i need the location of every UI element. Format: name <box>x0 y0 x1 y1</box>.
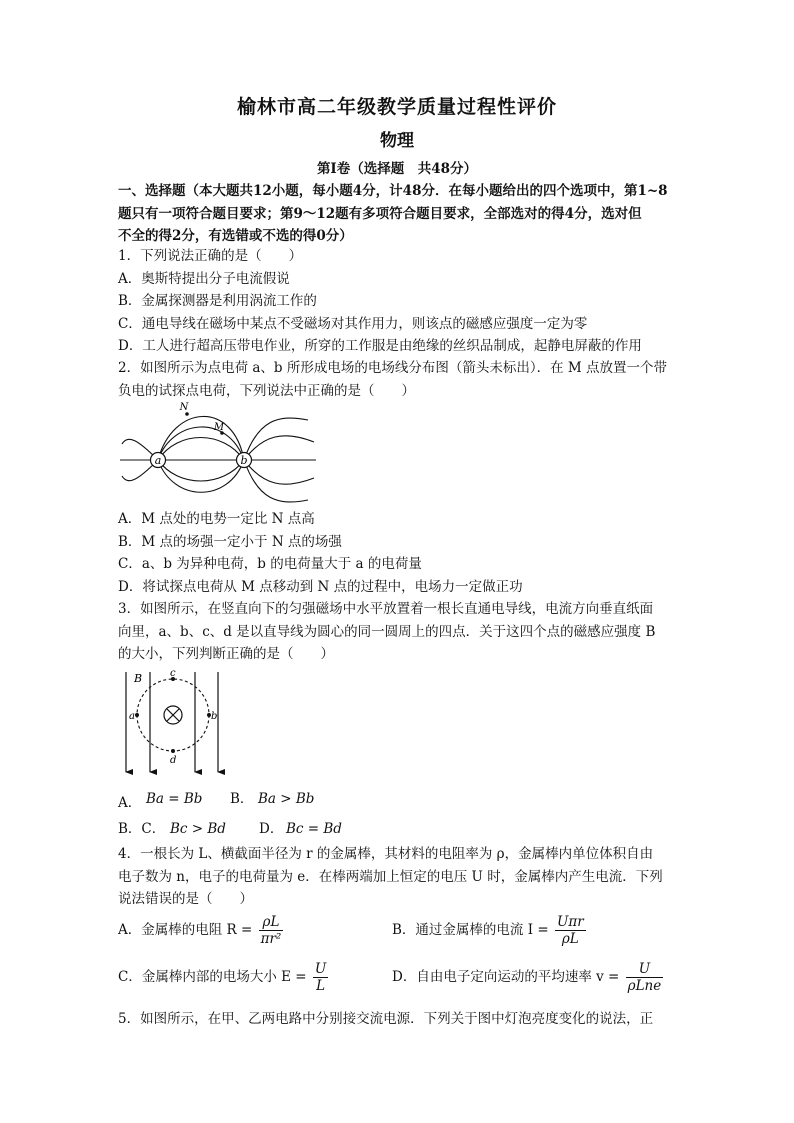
option-a: A．M 点处的电势一定比 N 点高 <box>118 511 315 527</box>
label-a: a <box>129 711 135 722</box>
question-2-options <box>118 508 678 598</box>
question-stem: 负电的试探点电荷，下列说法中正确的是（ ） <box>118 382 415 399</box>
question-stem: 3．如图所示，在竖直向下的匀强磁场中水平放置着一根长直通电导线，电流方向垂直纸面 <box>118 601 654 617</box>
option-d-fraction: $\frac{U}{\text{ρLne}}$ <box>627 961 662 994</box>
section-heading-line: 一、选择题（本大题共12小题，每小题4分，计48分．在每小题给出的四个选项中，第1~8 <box>118 183 668 199</box>
question-1 <box>118 245 678 358</box>
option-d-expr: Bc = Bd <box>286 821 342 837</box>
q4-option-c <box>118 961 330 994</box>
question-5 <box>118 1008 678 1031</box>
label-b-field: B <box>134 672 143 685</box>
option-c-fraction: $\frac{U}{L}$ <box>314 961 327 994</box>
question-stem: 1．下列说法正确的是（ ） <box>118 248 303 264</box>
q4-option-d <box>392 961 665 994</box>
question-stem: 的大小，下列判断正确的是（ ） <box>118 646 334 662</box>
question-stem: 4．一根长为 L、横截面半径为 r 的金属棒，其材料的电阻率为 ρ，金属棒内单位体积自由 <box>118 846 654 862</box>
question-stem: 说法错误的是（ ） <box>118 891 253 907</box>
question-4 <box>118 843 678 911</box>
option-b-text: B．通过金属棒的电流 I = <box>392 922 549 938</box>
question-2 <box>118 357 678 402</box>
label-m: M <box>213 422 225 433</box>
option-a: A．奥斯特提出分子电流假说 <box>118 270 290 287</box>
label-n: N <box>179 402 189 413</box>
question-3 <box>118 598 678 666</box>
section-heading-line: 题只有一项符合题目要求；第9～12题有多项符合题目要求，全部选对的得4分，选对但 <box>118 205 642 222</box>
option-c: C．a、b 为异种电荷，b 的电荷量大于 a 的电荷量 <box>118 556 422 572</box>
option-a-label: A． <box>118 795 142 811</box>
label-d: d <box>170 755 177 766</box>
electric-field-diagram <box>118 400 318 508</box>
exam-title: 榆林市高二年级教学质量过程性评价 <box>236 96 557 118</box>
option-c-label: B．C． <box>118 821 166 837</box>
option-b-expr: Ba > Bb <box>258 791 315 807</box>
option-a-text: A．金属棒的电阻 R = <box>118 922 253 938</box>
option-d-label: D． <box>259 821 284 837</box>
label-b: b <box>211 711 218 722</box>
option-d-text: D．自由电子定向运动的平均速率 v = <box>392 969 620 985</box>
option-c-text: C．金属棒内部的电场大小 E = <box>118 969 307 985</box>
option-b: B．金属探测器是利用涡流工作的 <box>118 293 317 309</box>
option-b: B．M 点的场强一定小于 N 点的场强 <box>118 533 342 550</box>
option-a-expr: Ba = Bb <box>146 791 203 807</box>
question-stem: 2．如图所示为点电荷 a、b 所形成电场的电场线分布图（箭头未标出）．在 M 点放置一个带 <box>118 360 668 376</box>
section-heading-line: 不全的得2分，有选错或不选的得0分） <box>118 228 353 244</box>
question-stem: 5．如图所示，在甲、乙两电路中分别接交流电源．下列关于图中灯泡亮度变化的说法，正 <box>118 1011 654 1027</box>
option-d: D．将试探点电荷从 M 点移动到 N 点的过程中，电场力一定做正功 <box>118 578 523 595</box>
q4-option-b <box>392 914 588 947</box>
label-b: b <box>240 454 248 467</box>
q4-option-a <box>118 914 285 947</box>
option-b-fraction: $\frac{\text{Uπr}}{\rho L}$ <box>556 914 584 947</box>
option-c: C．通电导线在磁场中某点不受磁场对其作用力，则该点的磁感应强度一定为零 <box>118 315 588 332</box>
question-stem: 向里，a、b、c、d 是以直导线为圆心的同一圆周上的四点．关于这四个点的磁感应强度 B <box>118 623 656 640</box>
option-c-expr: Bc > Bd <box>170 821 226 837</box>
subject-title: 物理 <box>380 131 414 151</box>
option-d: D．工人进行超高压带电作业，所穿的工作服是由绝缘的丝织品制成，起静电屏蔽的作用 <box>118 338 642 354</box>
question-stem: 电子数为 n，电子的电荷量为 e．在棒两端加上恒定的电压 U 时，金属棒内产生电流．下列 <box>118 868 663 885</box>
label-c: c <box>170 668 176 679</box>
magnetic-field-diagram <box>118 668 228 780</box>
option-a-fraction: $\frac{\rho L}{\text{πr²}}$ <box>260 914 282 947</box>
label-a: a <box>154 454 162 467</box>
question-3-options <box>118 792 678 840</box>
volume-heading: 第Ⅰ卷（选择题 共48分） <box>316 161 478 177</box>
option-b-label: B． <box>230 791 254 807</box>
section-heading <box>118 180 678 248</box>
